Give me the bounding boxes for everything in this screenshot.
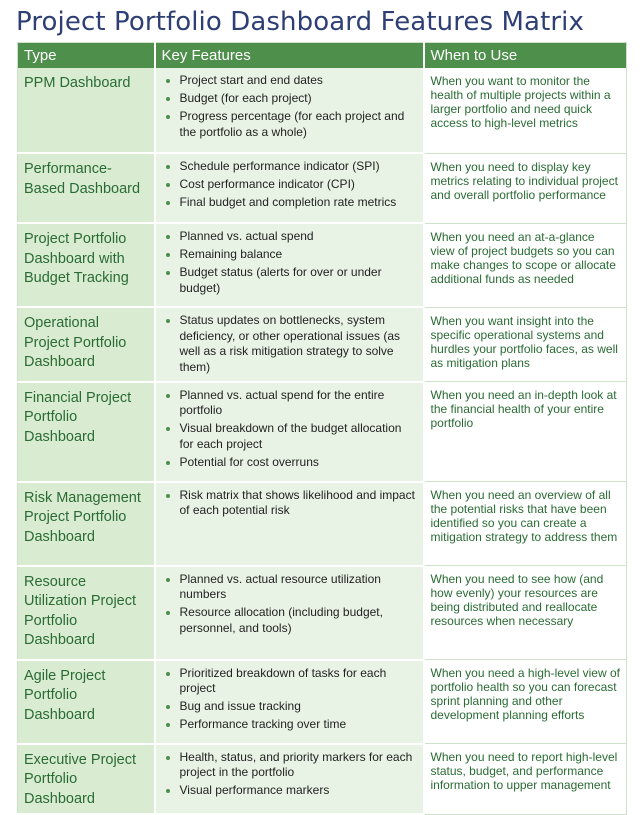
feature-list-item: Visual performance markers bbox=[162, 783, 417, 799]
dashboard-type-cell: Operational Project Portfolio Dashboard bbox=[18, 307, 155, 382]
feature-list bbox=[162, 159, 417, 211]
when-to-use-cell: When you need an at-a-glance view of project budgets so you can make changes to scope or allocate additional funds as needed bbox=[424, 223, 627, 307]
table-row bbox=[18, 744, 627, 815]
dashboard-type-cell: Project Portfolio Dashboard with Budget Tracking bbox=[18, 223, 155, 307]
feature-list bbox=[162, 313, 417, 375]
key-features-cell bbox=[155, 382, 424, 482]
feature-list bbox=[162, 229, 417, 296]
feature-list-item: Planned vs. actual spend bbox=[162, 229, 417, 245]
table-row bbox=[18, 482, 627, 566]
dashboard-type-cell: Financial Project Portfolio Dashboard bbox=[18, 382, 155, 482]
dashboard-type-cell: Executive Project Portfolio Dashboard bbox=[18, 744, 155, 815]
table-row bbox=[18, 68, 627, 153]
feature-list-item: Risk matrix that shows likelihood and impact of each potential risk bbox=[162, 488, 417, 519]
key-features-cell bbox=[155, 660, 424, 744]
feature-list bbox=[162, 388, 417, 471]
column-header-when-to-use: When to Use bbox=[424, 43, 627, 69]
feature-list-item: Resource allocation (including budget, personnel, and tools) bbox=[162, 605, 417, 636]
feature-list-item: Prioritized breakdown of tasks for each project bbox=[162, 666, 417, 697]
when-to-use-cell: When you need an in-depth look at the financial health of your entire portfolio bbox=[424, 382, 627, 482]
feature-list-item: Potential for cost overruns bbox=[162, 455, 417, 471]
feature-list-item: Planned vs. actual resource utilization numbers bbox=[162, 572, 417, 603]
table-row bbox=[18, 382, 627, 482]
when-to-use-cell: When you want insight into the specific operational systems and hurdles your portfolio faces, as well as mitigation plans bbox=[424, 307, 627, 382]
when-to-use-cell: When you need to report high-level status, budget, and performance information to upper management bbox=[424, 744, 627, 815]
when-to-use-cell: When you need to display key metrics relating to individual project and overall portfolio performance bbox=[424, 153, 627, 223]
when-to-use-cell: When you need an overview of all the potential risks that have been identified so you can create a mitigation strategy to address them bbox=[424, 482, 627, 566]
table-row bbox=[18, 307, 627, 382]
dashboard-type-cell: Agile Project Portfolio Dashboard bbox=[18, 660, 155, 744]
feature-list bbox=[162, 750, 417, 799]
feature-list-item: Remaining balance bbox=[162, 247, 417, 263]
feature-list-item: Budget (for each project) bbox=[162, 91, 417, 107]
table-header-row bbox=[18, 43, 627, 69]
feature-list-item: Health, status, and priority markers for each project in the portfolio bbox=[162, 750, 417, 781]
feature-list-item: Performance tracking over time bbox=[162, 717, 417, 733]
dashboard-type-cell: Performance-Based Dashboard bbox=[18, 153, 155, 223]
key-features-cell bbox=[155, 482, 424, 566]
feature-list-item: Planned vs. actual spend for the entire portfolio bbox=[162, 388, 417, 419]
key-features-cell bbox=[155, 566, 424, 660]
feature-list-item: Visual breakdown of the budget allocation for each project bbox=[162, 421, 417, 452]
key-features-cell bbox=[155, 153, 424, 223]
key-features-cell bbox=[155, 744, 424, 815]
key-features-cell bbox=[155, 307, 424, 382]
feature-list bbox=[162, 572, 417, 637]
page-title: Project Portfolio Dashboard Features Matrix bbox=[16, 7, 584, 37]
feature-list bbox=[162, 666, 417, 733]
feature-list-item: Status updates on bottlenecks, system deficiency, or other operational issues (as well as a risk mitigation strategy to solve them) bbox=[162, 313, 417, 375]
key-features-cell bbox=[155, 68, 424, 153]
key-features-cell bbox=[155, 223, 424, 307]
column-header-key-features: Key Features bbox=[155, 43, 424, 69]
feature-list-item: Final budget and completion rate metrics bbox=[162, 195, 417, 211]
when-to-use-cell: When you need a high-level view of portfolio health so you can forecast sprint planning and other development planning efforts bbox=[424, 660, 627, 744]
feature-list bbox=[162, 73, 417, 140]
when-to-use-cell: When you need to see how (and how evenly) your resources are being distributed and reallocate resources when necessary bbox=[424, 566, 627, 660]
table-body bbox=[18, 68, 627, 814]
dashboard-type-cell: PPM Dashboard bbox=[18, 68, 155, 153]
table-row bbox=[18, 223, 627, 307]
dashboard-type-cell: Resource Utilization Project Portfolio Dashboard bbox=[18, 566, 155, 660]
feature-list-item: Progress percentage (for each project and the portfolio as a whole) bbox=[162, 109, 417, 140]
feature-list-item: Budget status (alerts for over or under budget) bbox=[162, 265, 417, 296]
feature-list bbox=[162, 488, 417, 519]
features-matrix-table bbox=[17, 42, 627, 815]
feature-list-item: Bug and issue tracking bbox=[162, 699, 417, 715]
when-to-use-cell: When you want to monitor the health of multiple projects within a larger portfolio and need quick access to high-level metrics bbox=[424, 68, 627, 153]
table-row bbox=[18, 660, 627, 744]
dashboard-type-cell: Risk Management Project Portfolio Dashboard bbox=[18, 482, 155, 566]
feature-list-item: Schedule performance indicator (SPI) bbox=[162, 159, 417, 175]
column-header-type: Type bbox=[18, 43, 155, 69]
feature-list-item: Project start and end dates bbox=[162, 73, 417, 89]
feature-list-item: Cost performance indicator (CPI) bbox=[162, 177, 417, 193]
table-row bbox=[18, 566, 627, 660]
table-row bbox=[18, 153, 627, 223]
